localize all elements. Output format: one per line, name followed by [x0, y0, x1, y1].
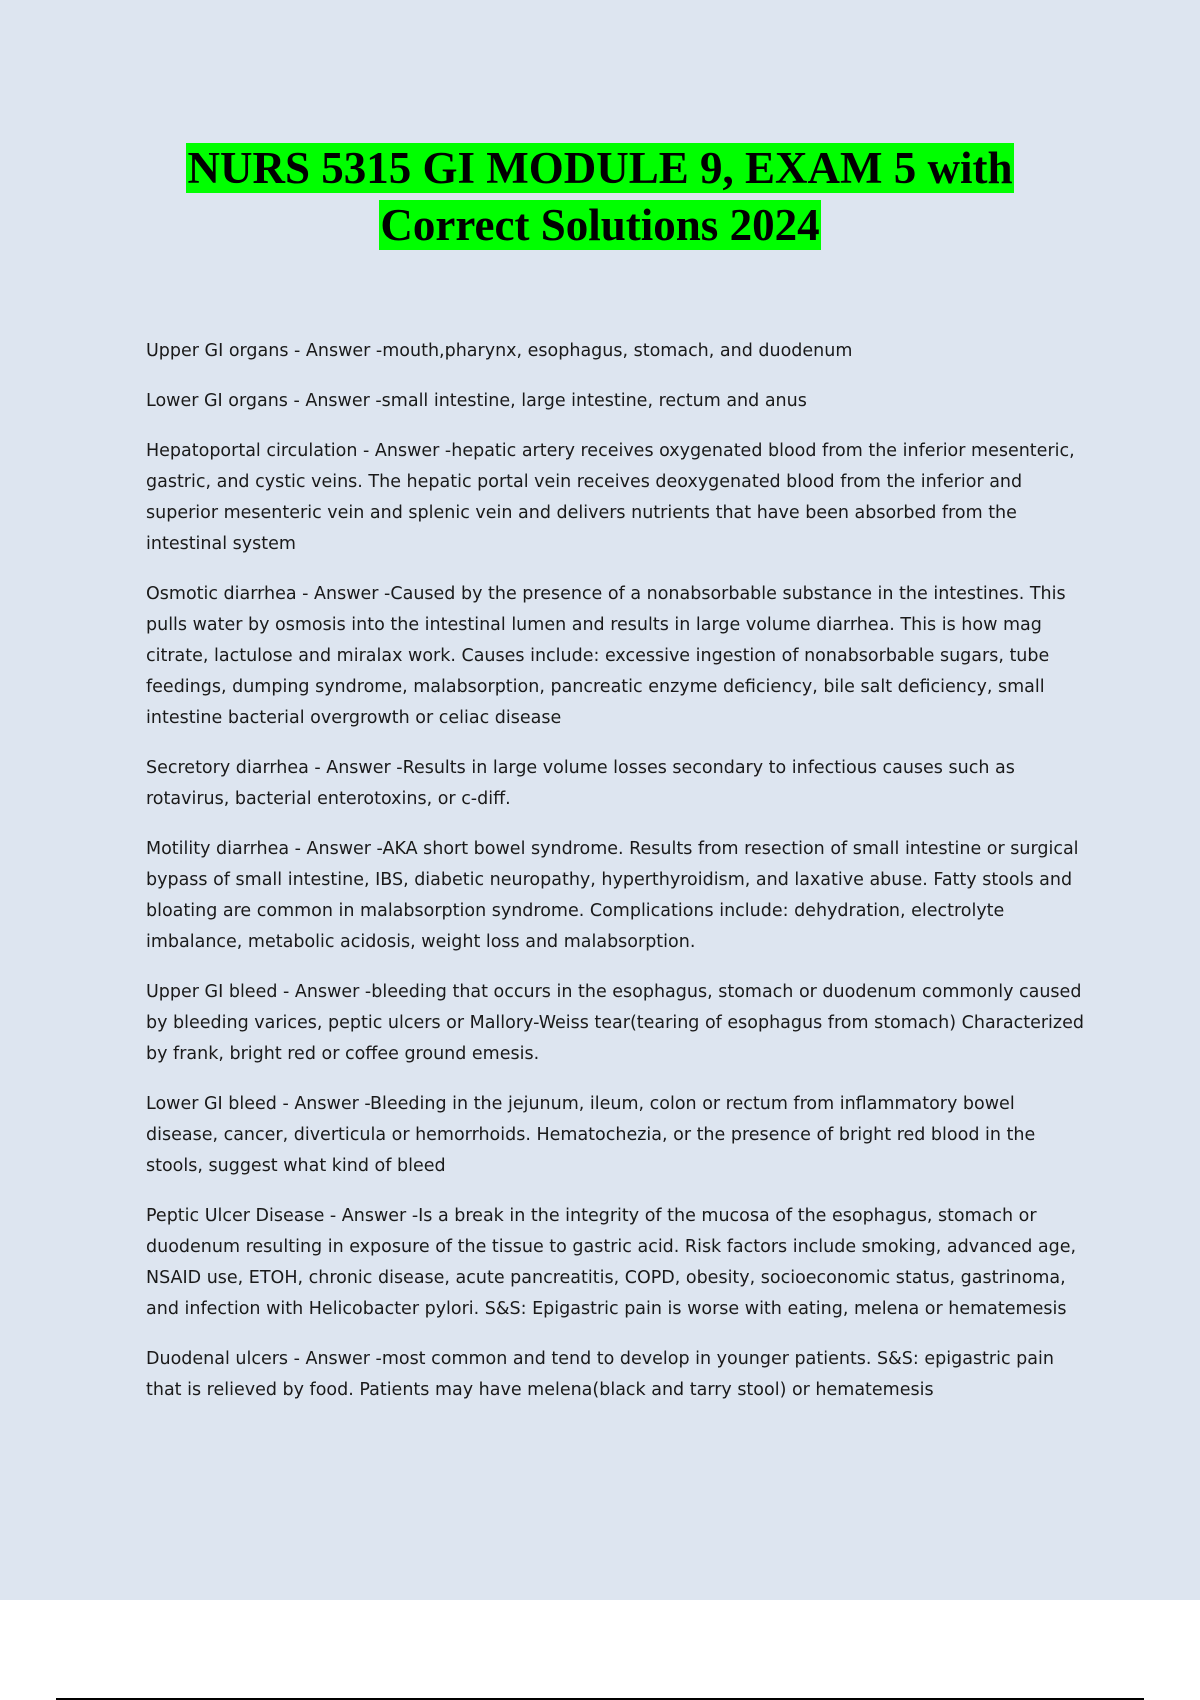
qa-entry-secretory-diarrhea: Secretory diarrhea - Answer -Results in large volume losses secondary to infectious causes such as rotavirus, bacterial enterotoxins, or c-diff. [146, 758, 1015, 809]
qa-entry-upper-gi-bleed: Upper GI bleed - Answer -bleeding that occurs in the esophagus, stomach or duodenum commonly caused by bleeding varices, peptic ulcers or Mallory-Weiss tear(tearing of esophagus from stomach) Characterized by frank, bright red or coffee ground emesis. [146, 982, 1084, 1064]
qa-entry-motility-diarrhea: Motility diarrhea - Answer -AKA short bowel syndrome. Results from resection of small intestine or surgical bypass of small intestine, IBS, diabetic neuropathy, hyperthyroidism, and laxative abuse. Fatty stools and bloating are common in malabsorption syndrome. Complications include: dehydration, electrolyte imbalance, metabolic acidosis, weight loss and malabsorption. [146, 839, 1079, 952]
qa-entry-lower-gi-bleed: Lower GI bleed - Answer -Bleeding in the jejunum, ileum, colon or rectum from inflammatory bowel disease, cancer, diverticula or hemorrhoids. Hematochezia, or the presence of bright red blood in the stools, suggest what kind of bleed [146, 1094, 1036, 1176]
qa-entry-osmotic-diarrhea: Osmotic diarrhea - Answer -Caused by the presence of a nonabsorbable substance in the intestines. This pulls water by osmosis into the intestinal lumen and results in large volume diarrhea. This is how mag citrate, lactulose and miralax work. Causes include: excessive ingestion of nonabsorbable sugars, tube feedings, dumping syndrome, malabsorption, pancreatic enzyme deficiency, bile salt deficiency, small intestine bacterial overgrowth or celiac disease [146, 584, 1066, 728]
qa-entry-peptic-ulcer-disease: Peptic Ulcer Disease - Answer -Is a break in the integrity of the mucosa of the esophagus, stomach or duodenum resulting in exposure of the tissue to gastric acid. Risk factors include smoking, advanced age, NSAID use, ETOH, chronic disease, acute pancreatitis, COPD, obesity, socioeconomic status, gastrinoma, and infection with Helicobacter pylori. S&S: Epigastric pain is worse with eating, melena or hematemesis [146, 1206, 1077, 1319]
qa-entry-duodenal-ulcers: Duodenal ulcers - Answer -most common and tend to develop in younger patients. S&S: epigastric pain that is relieved by food. Patients may have melena(black and tarry stool) or hematemesis [146, 1349, 1054, 1400]
document-title-line-1: NURS 5315 GI MODULE 9, EXAM 5 with [187, 143, 1013, 193]
qa-entry-hepatoportal-circulation: Hepatoportal circulation - Answer -hepatic artery receives oxygenated blood from the inferior mesenteric, gastric, and cystic veins. The hepatic portal vein receives deoxygenated blood from the inferior and superior mesenteric vein and splenic vein and delivers nutrients that have been absorbed from the intestinal system [146, 441, 1075, 554]
qa-list [146, 336, 1086, 1425]
document-title-line-2: Correct Solutions 2024 [380, 200, 820, 250]
qa-entry-upper-gi-organs: Upper GI organs - Answer -mouth,pharynx, esophagus, stomach, and duodenum [146, 341, 853, 361]
document-title [0, 140, 1200, 254]
qa-entry-lower-gi-organs: Lower GI organs - Answer -small intestine, large intestine, rectum and anus [146, 391, 807, 411]
